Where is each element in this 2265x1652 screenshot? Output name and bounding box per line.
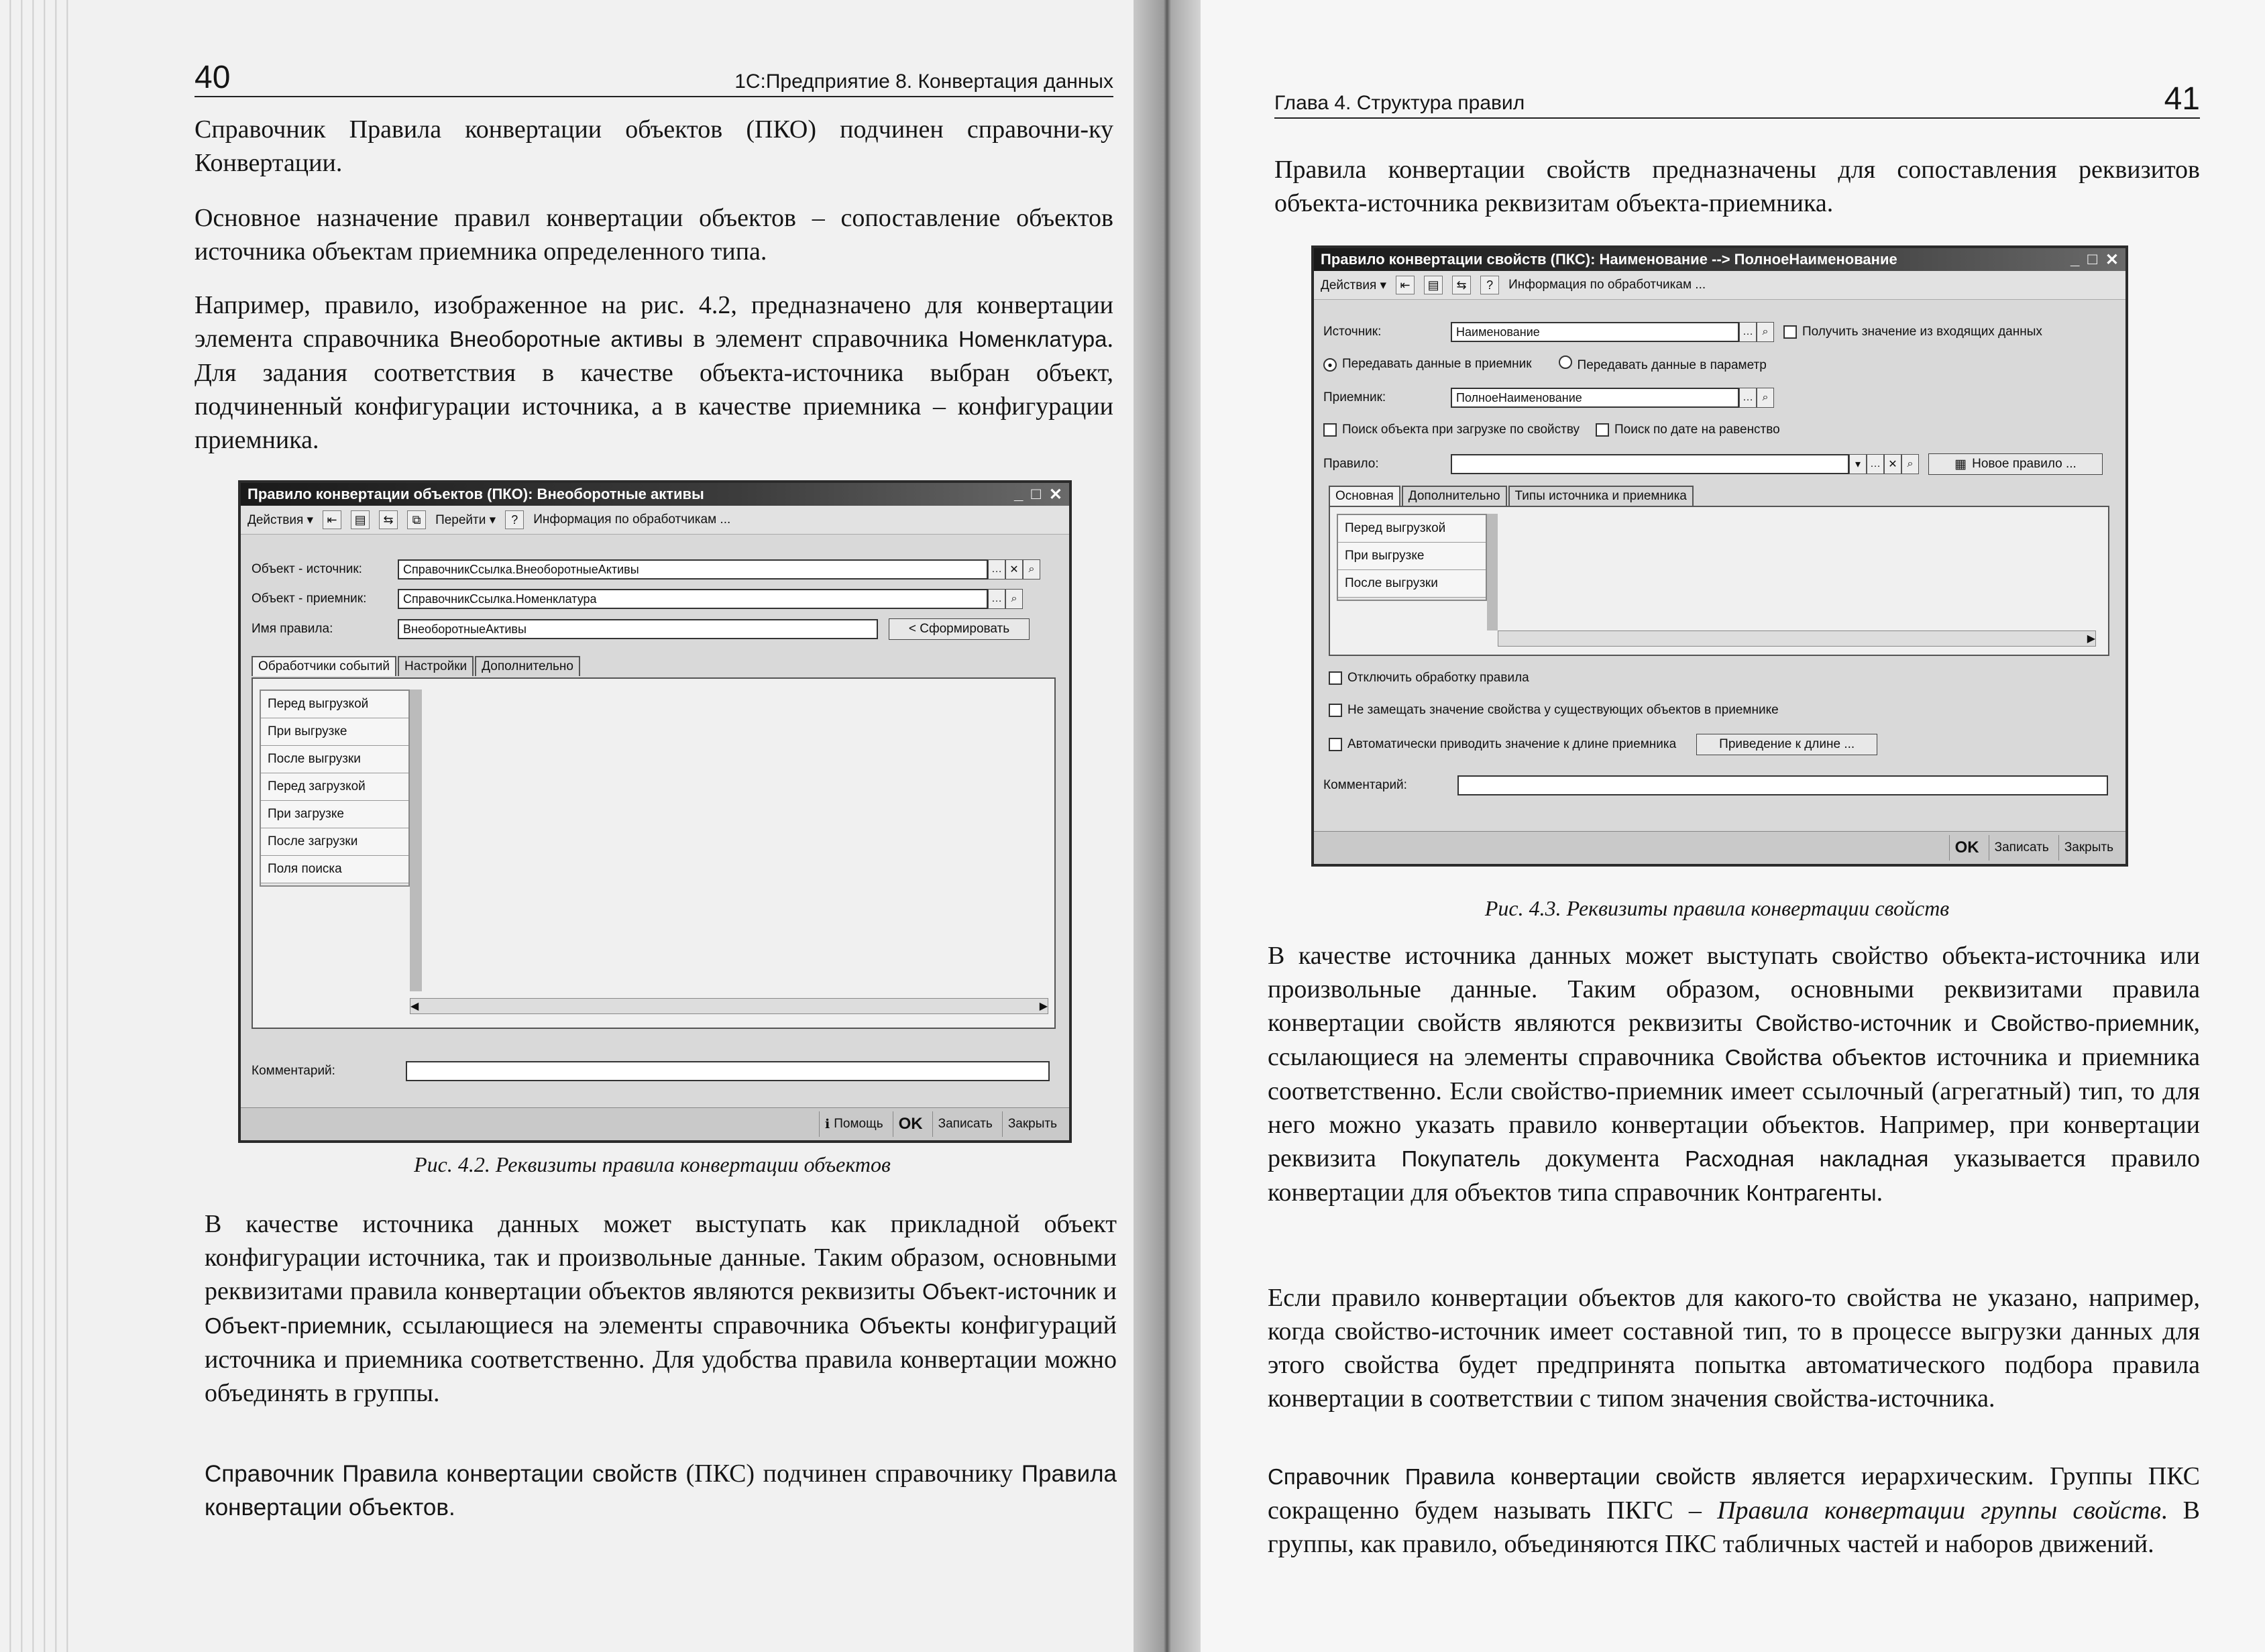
close-icon[interactable]: ✕ <box>2105 250 2119 269</box>
save-button[interactable]: Записать <box>1989 835 2054 861</box>
right-running-header <box>1274 80 2200 119</box>
right-paragraph-3: Справочник Правила конвертации свойств является иерархическим. Группы ПКС сокращенно будем называть ПКГС – Правила конвертации группы свойств. В группы, как правило, объединяются ПКС табличных частей и наборов движений. <box>1268 1462 2200 1558</box>
tab-settings[interactable]: Настройки <box>398 656 474 676</box>
rule-row <box>1323 453 2103 475</box>
right-paragraph-2: Если правило конвертации объектов для какого-то свойства не указано, например, когда свойство-источник имеет составной тип, то в процессе выгрузки данных для этого свойства будет предпринята попытка автоматического подбора правила конвертации в соответствии с типом значения свойства-источника. <box>1268 1284 2200 1413</box>
list-item[interactable]: Перед выгрузкой <box>1338 515 1486 543</box>
select-icon[interactable]: … <box>1867 454 1884 474</box>
list-item[interactable]: После выгрузки <box>1338 570 1486 598</box>
tab-event-handlers[interactable]: Обработчики событий <box>252 656 396 676</box>
maximize-icon[interactable]: □ <box>1031 484 1041 503</box>
minimize-icon[interactable]: _ <box>1014 484 1024 503</box>
search-by-property-checkbox[interactable]: Поиск объекта при загрузке по свойству <box>1323 423 1580 437</box>
select-icon[interactable]: … <box>988 589 1005 609</box>
save-button[interactable]: Записать <box>932 1111 998 1137</box>
goto-icon[interactable]: ⧉ <box>407 510 426 529</box>
comment-label: Комментарий: <box>252 1064 335 1078</box>
comment-row <box>1323 775 2108 795</box>
tab-main[interactable]: Основная <box>1329 486 1400 506</box>
search-options-row <box>1323 423 1780 437</box>
list-item[interactable]: Поля поиска <box>261 856 408 883</box>
list-item[interactable]: После загрузки <box>261 828 408 856</box>
structure-icon[interactable]: ⇆ <box>379 510 398 529</box>
property-main-panel <box>1329 506 2109 656</box>
list-item[interactable]: При загрузке <box>261 801 408 828</box>
actions-menu[interactable]: Действия ▾ <box>247 512 314 527</box>
window-title: Правило конвертации свойств (ПКС): Наименование --> ПолноеНаименование <box>1321 251 1897 268</box>
property-rule-tabs <box>1329 486 1695 506</box>
page-edge-shadow <box>0 0 74 1652</box>
rule-name-input[interactable]: ВнеоборотныеАктивы <box>398 619 878 639</box>
right-page <box>1201 0 2265 1652</box>
window-title: Правило конвертации объектов (ПКО): Внеоборотные активы <box>247 486 704 502</box>
receiver-row <box>1323 388 1774 408</box>
no-replace-row <box>1329 703 1779 718</box>
object-rule-tabs <box>252 656 582 676</box>
list-item[interactable]: При выгрузке <box>1338 543 1486 570</box>
tab-types[interactable]: Типы источника и приемника <box>1508 486 1694 506</box>
actions-menu[interactable]: Действия ▾ <box>1321 278 1387 292</box>
search-by-date-checkbox[interactable]: Поиск по дате на равенство <box>1596 423 1780 437</box>
list-item[interactable]: Перед загрузкой <box>261 773 408 801</box>
get-from-incoming-checkbox[interactable]: Получить значение из входящих данных <box>1783 325 2042 339</box>
form-icon[interactable]: ▤ <box>351 510 370 529</box>
property-rule-window <box>1311 245 2128 867</box>
comment-input[interactable] <box>1457 775 2108 795</box>
list-item[interactable]: При выгрузке <box>261 718 408 746</box>
pass-mode-row <box>1323 355 1767 373</box>
left-paragraph-1: Справочник Правила конвертации объектов (ПКО) подчинен справочни-ку Конвертации. <box>195 115 1113 177</box>
right-header-title: Глава 4. Структура правил <box>1274 92 1525 114</box>
generate-button[interactable]: < Сформировать <box>889 618 1030 640</box>
close-icon[interactable]: ✕ <box>1048 485 1062 504</box>
help-button[interactable]: ℹ Помощь <box>819 1111 889 1137</box>
right-intro-paragraph: Правила конвертации свойств предназначены для сопоставления реквизитов объекта-источника реквизитам объекта-приемника. <box>1274 156 2200 217</box>
window-button-bar <box>1314 831 2125 864</box>
no-replace-checkbox[interactable]: Не замещать значение свойства у существующих объектов в приемнике <box>1329 703 1779 718</box>
form-icon[interactable]: ▤ <box>1424 276 1443 294</box>
source-label: Источник: <box>1323 325 1382 339</box>
rule-label: Правило: <box>1323 457 1379 471</box>
search-icon[interactable]: ⌕ <box>1023 559 1040 580</box>
figure-4-3-caption: Рис. 4.3. Реквизиты правила конвертации свойств <box>1484 896 1950 920</box>
search-icon[interactable]: ⌕ <box>1757 388 1774 408</box>
list-item[interactable]: После выгрузки <box>261 746 408 773</box>
scroll-right-icon[interactable]: ▶ <box>1039 1001 1048 1012</box>
ok-button[interactable]: OK <box>893 1111 928 1137</box>
source-object-input[interactable]: СправочникСсылка.ВнеоборотныеАктивы <box>398 559 988 580</box>
events-list <box>1337 514 1487 601</box>
select-icon[interactable]: … <box>1739 388 1757 408</box>
horizontal-scrollbar[interactable] <box>1498 630 2096 647</box>
events-list <box>260 690 410 887</box>
comment-label: Комментарий: <box>1323 778 1407 792</box>
disable-processing-checkbox[interactable]: Отключить обработку правила <box>1329 671 1529 685</box>
scroll-right-icon[interactable]: ▶ <box>2087 633 2095 645</box>
left-running-header <box>195 59 1113 97</box>
horizontal-scrollbar[interactable] <box>410 998 1048 1014</box>
list-item[interactable]: Перед выгрузкой <box>261 691 408 718</box>
auto-length-row <box>1329 734 1877 755</box>
left-paragraph-3: Например, правило, изображенное на рис. 4.2, предназначено для конвертации элемента справочника Внеоборотные активы в элемент справочника Номенклатура. Для задания соответствия в качестве объекта-источника выбран объект, подчиненный конфигурации источника, а в качестве приемника – конфигурации приемника. <box>195 291 1113 454</box>
pass-to-param-radio[interactable]: Передавать данные в параметр <box>1559 355 1767 373</box>
minimize-icon[interactable]: _ <box>2070 250 2080 268</box>
target-object-input[interactable]: СправочникСсылка.Номенклатура <box>398 589 988 609</box>
clear-icon[interactable]: ✕ <box>1005 559 1023 580</box>
book-gutter <box>1134 0 1201 1652</box>
close-button[interactable]: Закрыть <box>1002 1111 1062 1137</box>
left-paragraph-5: Справочник Правила конвертации свойств (ПКС) подчинен справочнику Правила конвертации объектов. <box>205 1460 1117 1521</box>
search-icon[interactable]: ⌕ <box>1757 322 1774 342</box>
receiver-input[interactable]: ПолноеНаименование <box>1451 388 1739 408</box>
close-button[interactable]: Закрыть <box>2058 835 2119 861</box>
new-rule-icon: ▦ <box>1954 457 1967 472</box>
pass-to-receiver-radio[interactable]: ● Передавать данные в приемник <box>1323 357 1532 372</box>
window-titlebar <box>1314 248 2125 271</box>
info-icon: ℹ <box>825 1117 830 1132</box>
select-icon[interactable]: … <box>1739 322 1757 342</box>
auto-length-checkbox[interactable]: Автоматически приводить значение к длине приемника <box>1329 737 1676 752</box>
ok-button[interactable]: OK <box>1949 835 1985 861</box>
window-toolbar <box>241 506 1069 535</box>
disable-processing-row <box>1329 671 1529 685</box>
handlers-info-link[interactable]: Информация по обработчикам ... <box>1508 278 1706 292</box>
right-paragraph-1: В качестве источника данных может выступать свойство объекта-источника или произвольные данные. Таким образом, основными реквизитами правила конвертации свойств являются реквизиты Свойство-источник и Свойство-приемник, ссылающиеся на элементы справочника Свойства объектов источника и приемника соответственно. Если свойство-приемник имеет ссылочный (агрегатный) тип, то для него можно указать правило конвертации объектов. Например, при конвертации реквизита Покупатель документа Расходная накладная указывается правило конвертации для объектов типа справочник Контрагенты. <box>1268 942 2201 1207</box>
help-question-icon[interactable]: ? <box>505 510 524 529</box>
source-row <box>1323 322 2042 342</box>
target-object-row <box>252 589 1023 609</box>
window-toolbar <box>1314 271 2125 300</box>
tab-additional[interactable]: Дополнительно <box>475 656 580 676</box>
search-icon[interactable]: ⌕ <box>1901 454 1919 474</box>
rule-input[interactable] <box>1451 454 1849 474</box>
new-rule-button[interactable]: ▦ Новое правило ... <box>1928 453 2103 475</box>
select-icon[interactable]: … <box>988 559 1005 580</box>
clear-icon[interactable]: ✕ <box>1884 454 1901 474</box>
maximize-icon[interactable]: □ <box>2087 250 2097 268</box>
chevron-down-icon[interactable]: ▾ <box>1849 454 1867 474</box>
left-paragraph-2: Основное назначение правил конвертации объектов – сопоставление объектов источника объектам приемника определенного типа. <box>195 204 1113 266</box>
source-input[interactable]: Наименование <box>1451 322 1739 342</box>
comment-input[interactable] <box>406 1061 1050 1081</box>
source-object-row <box>252 559 1040 580</box>
left-paragraph-4: В качестве источника данных может выступать как прикладной объект конфигурации источника, так и произвольные данные. Таким образом, основными реквизитами правила конвертации объектов являются реквизиты Объект-источник и Объект-приемник, ссылающиеся на элементы справочника Объекты конфигураций источника и приемника соответственно. Для удобства правила конвертации можно объединять в группы. <box>205 1210 1117 1407</box>
right-page-number: 41 <box>2164 81 2200 117</box>
target-object-label: Объект - приемник: <box>252 592 367 606</box>
arrow-icon[interactable]: ⇤ <box>1396 276 1415 294</box>
left-page-number: 40 <box>195 60 231 95</box>
help-question-icon[interactable]: ? <box>1480 276 1499 294</box>
arrow-icon[interactable]: ⇤ <box>323 510 341 529</box>
source-object-label: Объект - источник: <box>252 562 362 576</box>
tab-additional[interactable]: Дополнительно <box>1402 486 1507 506</box>
goto-menu[interactable]: Перейти ▾ <box>435 512 496 527</box>
object-rule-window <box>238 480 1072 1143</box>
rule-name-row <box>252 618 1030 640</box>
scroll-left-icon[interactable]: ◀ <box>410 1001 419 1012</box>
handlers-info-link[interactable]: Информация по обработчикам ... <box>533 512 731 527</box>
left-header-title: 1С:Предприятие 8. Конвертация данных <box>734 70 1113 93</box>
event-handlers-panel <box>252 677 1056 1029</box>
window-button-bar <box>241 1107 1069 1140</box>
structure-icon[interactable]: ⇆ <box>1452 276 1471 294</box>
vertical-scrollbar[interactable] <box>1487 514 1498 630</box>
vertical-scrollbar[interactable] <box>410 690 422 991</box>
length-adjust-button[interactable]: Приведение к длине ... <box>1696 734 1877 755</box>
figure-4-2-caption: Рис. 4.2. Реквизиты правила конвертации объектов <box>414 1152 891 1176</box>
comment-row <box>252 1061 1050 1081</box>
receiver-label: Приемник: <box>1323 390 1386 404</box>
window-titlebar <box>241 483 1069 506</box>
search-icon[interactable]: ⌕ <box>1005 589 1023 609</box>
rule-name-label: Имя правила: <box>252 622 333 636</box>
